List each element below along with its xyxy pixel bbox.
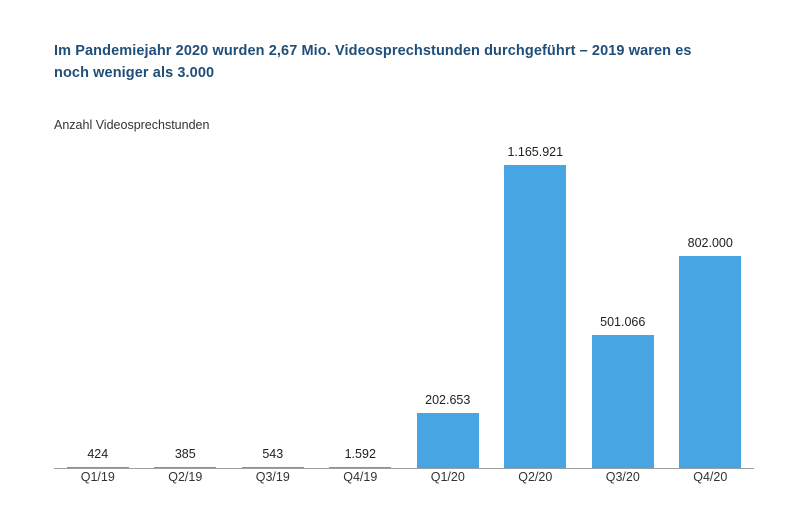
bar-series (54, 140, 754, 468)
x-axis-labels (54, 470, 754, 484)
bar-rect[interactable] (592, 335, 654, 468)
bar-value-label: 424 (87, 447, 109, 461)
bar-value-label: 1.592 (344, 447, 376, 461)
bar-rect[interactable] (504, 165, 566, 468)
bar-column[interactable] (142, 140, 230, 468)
bar-value-label: 202.653 (425, 393, 471, 407)
bar-column[interactable] (492, 140, 580, 468)
bar-column[interactable] (667, 140, 755, 468)
bar-column[interactable] (229, 140, 317, 468)
bar-column[interactable] (54, 140, 142, 468)
x-tick-label: Q1/19 (80, 470, 115, 484)
x-tick-label: Q1/20 (430, 470, 465, 484)
x-tick-label: Q3/20 (605, 470, 640, 484)
x-axis-line (54, 468, 754, 469)
x-tick-label: Q2/20 (518, 470, 553, 484)
bar-rect[interactable] (679, 256, 741, 468)
bar-column[interactable] (579, 140, 667, 468)
bar-rect[interactable] (417, 413, 479, 468)
bar-value-label: 385 (174, 447, 196, 461)
chart-subtitle: Anzahl Videosprechstunden (54, 118, 210, 132)
x-tick-label: Q3/19 (255, 470, 290, 484)
x-tick-label: Q4/19 (343, 470, 378, 484)
bar-value-label: 802.000 (687, 236, 733, 250)
x-tick-label: Q2/19 (168, 470, 203, 484)
bar-column[interactable] (317, 140, 405, 468)
bar-column[interactable] (404, 140, 492, 468)
bar-value-label: 543 (262, 447, 284, 461)
bar-value-label: 501.066 (600, 315, 646, 329)
chart-title: Im Pandemiejahr 2020 wurden 2,67 Mio. Videosprechstunden durchgeführt – 2019 waren es noch weniger als 3.000 (54, 43, 692, 82)
bar-value-label: 1.165.921 (507, 145, 564, 159)
x-tick-label: Q4/20 (693, 470, 728, 484)
